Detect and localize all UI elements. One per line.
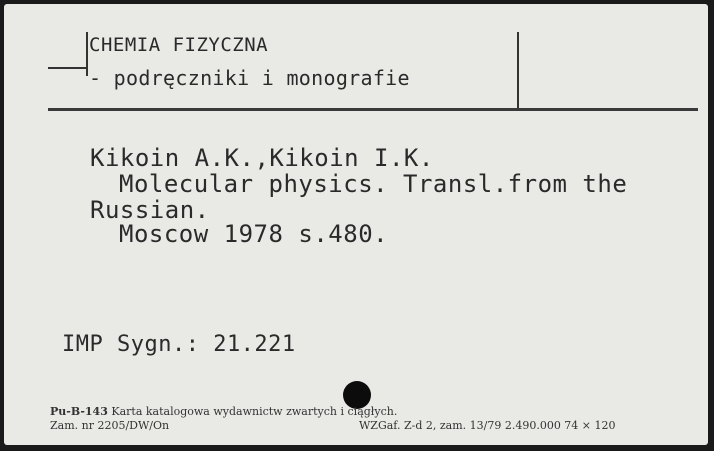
footer-line1 — [50, 405, 397, 418]
header-bracket-vertical — [86, 32, 88, 76]
footer-print-info: WZGaf. Z-d 2, zam. 13/79 2.490.000 74 × 120 — [359, 419, 616, 432]
category-heading: CHEMIA FIZYCZNA — [89, 34, 269, 56]
header-bracket-horizontal — [48, 67, 88, 69]
entry-title-line2: Russian. — [90, 196, 210, 224]
footer-form-description: Karta katalogowa wydawnictw zwartych i ciągłych. — [107, 405, 398, 418]
entry-title-line1: Molecular physics. Transl.from the — [119, 170, 628, 198]
entry-authors: Kikoin A.K.,Kikoin I.K. — [90, 144, 434, 172]
header-rule — [48, 108, 698, 111]
entry-publication: Moscow 1978 s.480. — [119, 220, 389, 248]
catalog-card — [4, 4, 708, 445]
subcategory-heading: - podręczniki i monografie — [89, 66, 410, 90]
footer-form-code: Pu-B-143 — [50, 405, 108, 418]
footer-order-number: Zam. nr 2205/DW/On — [50, 419, 170, 432]
call-number: IMP Sygn.: 21.221 — [62, 332, 296, 357]
header-divider-vertical — [517, 32, 519, 108]
